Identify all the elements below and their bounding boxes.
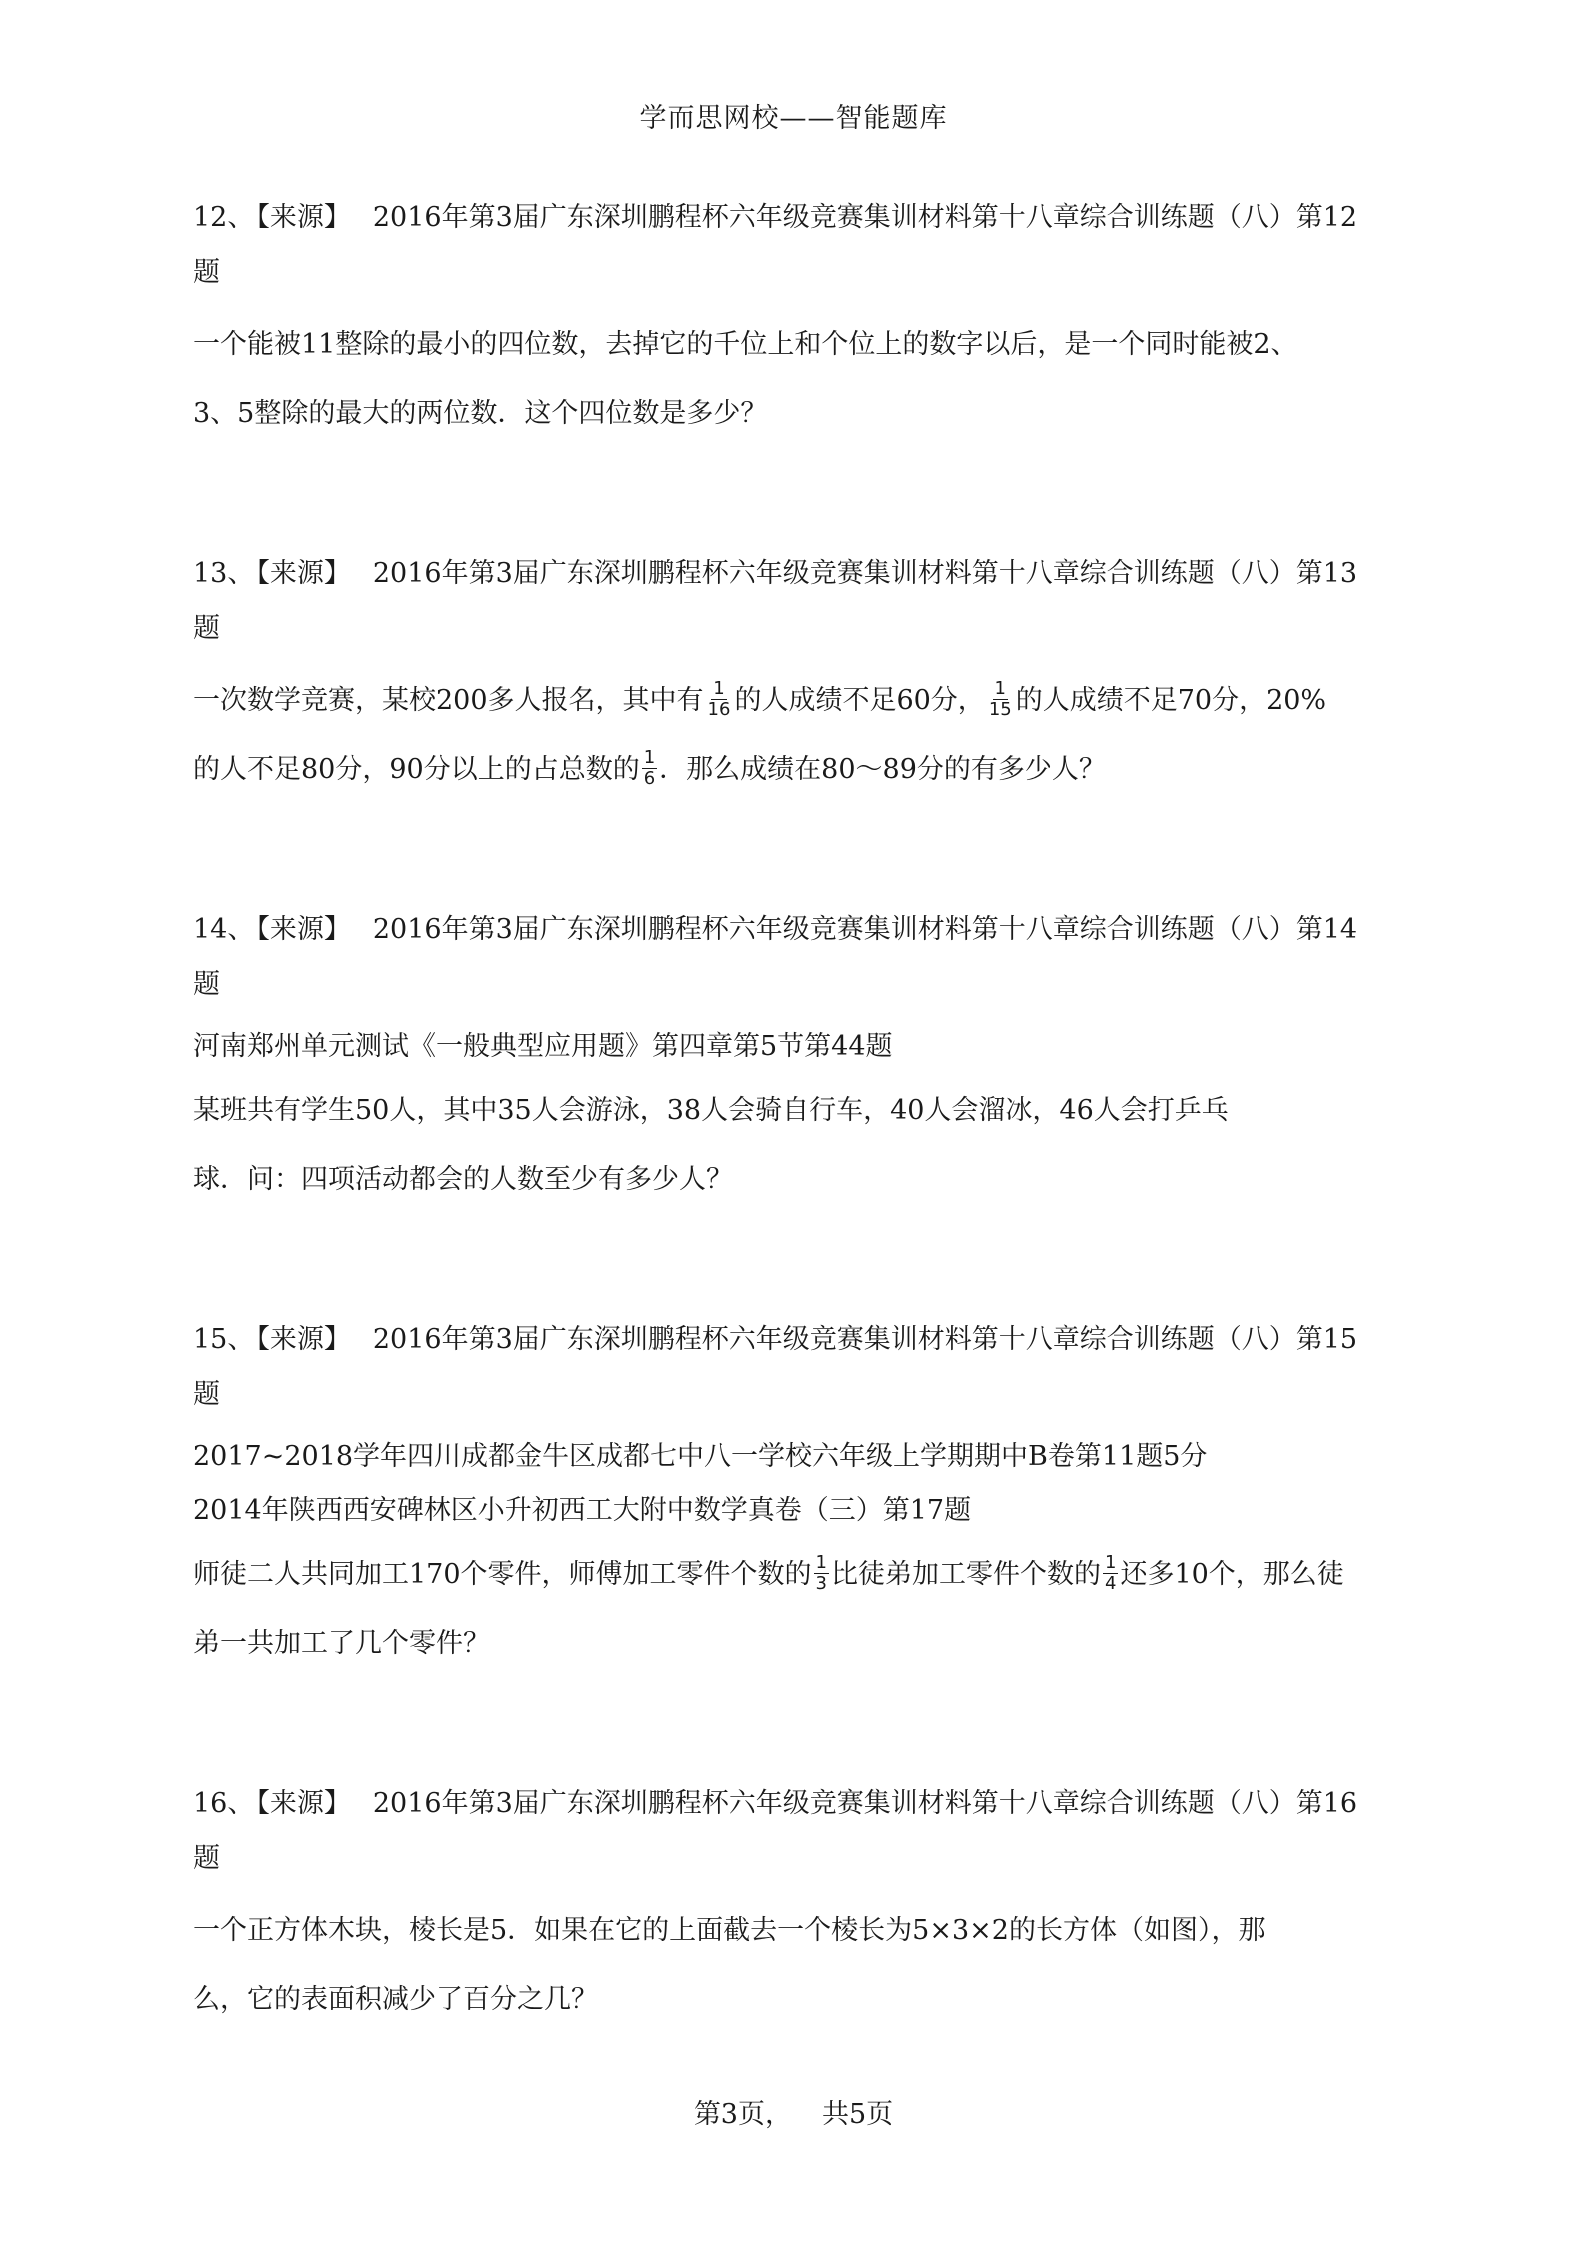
- source-text-cont: 题: [193, 969, 220, 1000]
- extra-source: 河南郑州单元测试《一般典型应用题》第四章第5节第44题: [193, 1031, 893, 1062]
- question-body-line: [193, 1540, 1403, 1609]
- question-source: [193, 1776, 1403, 1886]
- body-text: 一次数学竞赛，某校200多人报名，其中有: [193, 685, 704, 716]
- source-tag: 【来源】: [256, 202, 351, 233]
- question-14: [193, 902, 1403, 1214]
- question-body-line: 球．问：四项活动都会的人数至少有多少人？: [193, 1164, 733, 1195]
- body-text: ．那么成绩在80～89分的有多少人？: [659, 754, 1106, 785]
- body-text: 的人成绩不足70分，20%: [1015, 685, 1327, 716]
- fraction-numerator: 1: [994, 678, 1006, 699]
- question-source: [193, 190, 1403, 300]
- extra-source: 2017~2018学年四川成都金牛区成都七中八一学校六年级上学期期中B卷第11题5分: [193, 1441, 1208, 1472]
- page-number: 第3页，: [693, 2099, 792, 2130]
- question-16: [193, 1776, 1403, 2034]
- fraction-numerator: 1: [643, 747, 656, 768]
- fraction: [642, 748, 657, 789]
- question-body: [193, 666, 1403, 804]
- question-12: [193, 190, 1403, 448]
- fraction-denominator: 4: [1105, 1573, 1117, 1594]
- fraction-numerator: 1: [1105, 1552, 1117, 1573]
- source-text: 2016年第3届广东深圳鹏程杯六年级竞赛集训材料第十八章综合训练题（八）第12: [372, 202, 1358, 233]
- question-body-line: 某班共有学生50人，其中35人会游泳，38人会骑自行车，40人会溜冰，46人会打乒乓: [193, 1095, 1229, 1126]
- question-body-line: 么，它的表面积减少了百分之几？: [193, 1984, 598, 2015]
- page-total: 共5页: [822, 2099, 894, 2130]
- question-body: [193, 310, 1403, 448]
- body-text: 还多10个，那么徒: [1120, 1559, 1344, 1590]
- question-number: 16、: [193, 1788, 255, 1819]
- question-body-line: 一个正方体木块，棱长是5．如果在它的上面截去一个棱长为5×3×2的长方体（如图），那: [193, 1915, 1266, 1946]
- fraction-denominator: 15: [988, 699, 1012, 720]
- question-body: [193, 1076, 1403, 1214]
- source-text: 2016年第3届广东深圳鹏程杯六年级竞赛集训材料第十八章综合训练题（八）第16: [372, 1788, 1358, 1819]
- source-tag: 【来源】: [256, 1788, 351, 1819]
- question-source: [193, 546, 1403, 656]
- fraction: [814, 1553, 829, 1594]
- source-text: 2016年第3届广东深圳鹏程杯六年级竞赛集训材料第十八章综合训练题（八）第15: [372, 1324, 1358, 1355]
- fraction: [987, 679, 1014, 720]
- question-body-line: 弟一共加工了几个零件？: [193, 1628, 490, 1659]
- question-body-line: 一个能被11整除的最小的四位数，去掉它的千位上和个位上的数字以后，是一个同时能被2、: [193, 329, 1298, 360]
- source-text-cont: 题: [193, 613, 220, 644]
- source-text: 2016年第3届广东深圳鹏程杯六年级竞赛集训材料第十八章综合训练题（八）第14: [372, 914, 1358, 945]
- fraction-denominator: 16: [707, 699, 731, 720]
- source-text: 2016年第3届广东深圳鹏程杯六年级竞赛集训材料第十八章综合训练题（八）第13: [372, 558, 1358, 589]
- source-tag: 【来源】: [256, 558, 351, 589]
- body-text: 比徒弟加工零件个数的: [831, 1559, 1101, 1590]
- question-body-line: [193, 666, 1403, 735]
- question-number: 12、: [193, 202, 255, 233]
- source-text-cont: 题: [193, 1379, 220, 1410]
- question-source: [193, 902, 1403, 1012]
- question-list: [193, 190, 1403, 2132]
- fraction-denominator: 3: [815, 1573, 827, 1594]
- fraction: [706, 679, 733, 720]
- body-text: 的人成绩不足60分，: [734, 685, 985, 716]
- question-body: [193, 1896, 1403, 2034]
- page-header: 学而思网校——智能题库: [639, 103, 948, 134]
- source-text-cont: 题: [193, 257, 220, 288]
- fraction: [1103, 1553, 1118, 1594]
- question-13: [193, 546, 1403, 804]
- question-source: [193, 1312, 1403, 1422]
- question-number: 13、: [193, 558, 255, 589]
- question-body-line: [193, 735, 1403, 804]
- extra-source: 2014年陕西西安碑林区小升初西工大附中数学真卷（三）第17题: [193, 1495, 972, 1526]
- body-text: 的人不足80分，90分以上的占总数的: [193, 754, 640, 785]
- fraction-numerator: 1: [713, 678, 725, 699]
- source-tag: 【来源】: [256, 1324, 351, 1355]
- question-15: [193, 1312, 1403, 1678]
- source-tag: 【来源】: [256, 914, 351, 945]
- page-footer: [0, 2092, 1587, 2131]
- source-text-cont: 题: [193, 1843, 220, 1874]
- question-body-line: 3、5整除的最大的两位数．这个四位数是多少？: [193, 398, 768, 429]
- fraction-denominator: 6: [643, 768, 656, 789]
- question-number: 14、: [193, 914, 255, 945]
- question-body: [193, 1540, 1403, 1678]
- question-number: 15、: [193, 1324, 255, 1355]
- body-text: 师徒二人共同加工170个零件，师傅加工零件个数的: [193, 1559, 812, 1590]
- fraction-numerator: 1: [815, 1552, 827, 1573]
